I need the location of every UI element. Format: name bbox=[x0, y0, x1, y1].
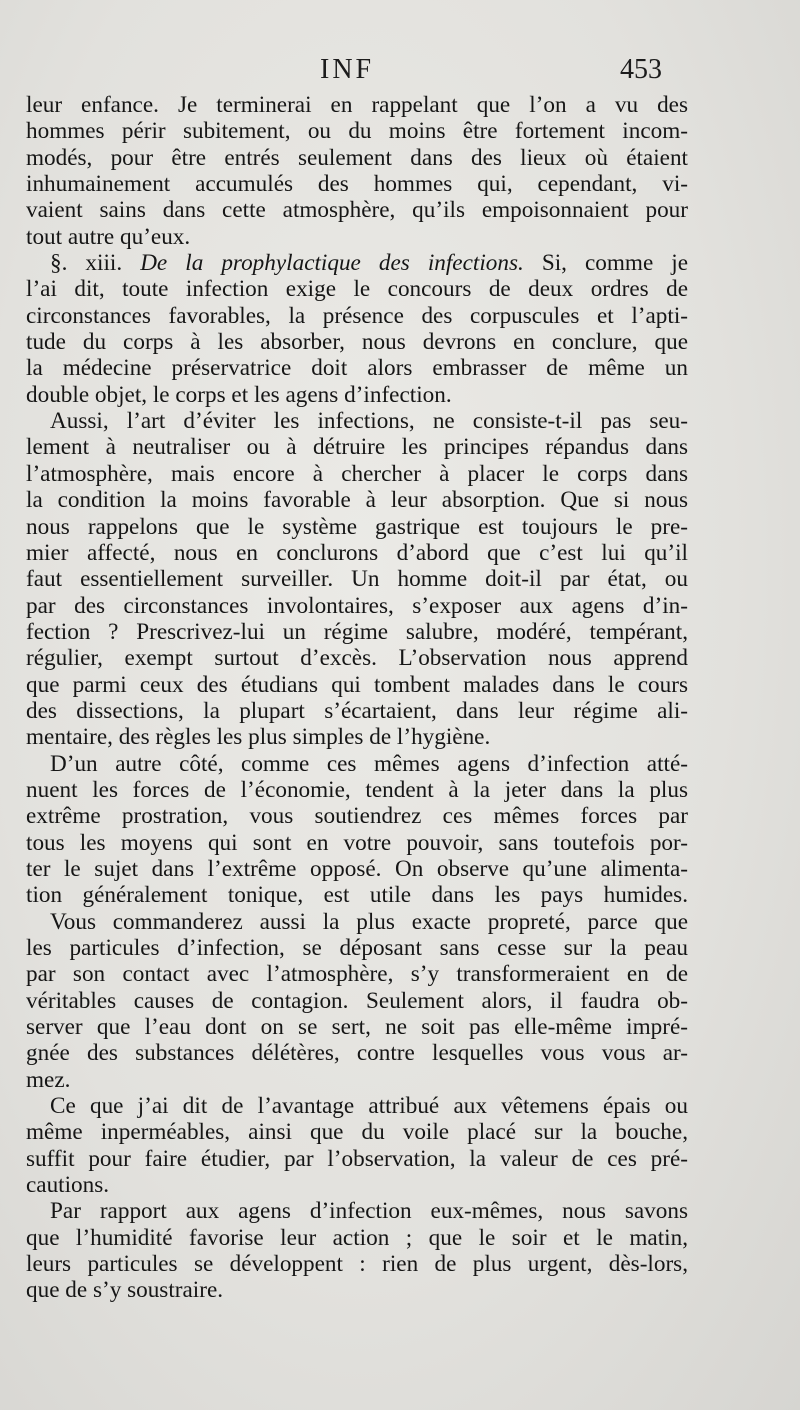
text-line: Aussi, l’art d’éviter les infections, ne consiste-t-il pas seu- bbox=[50, 408, 688, 435]
text-line: l’ai dit, toute infection exige le concours de deux ordres de bbox=[26, 276, 688, 303]
text-line: des dissections, la plupart s’écartaient, dans leur régime ali- bbox=[26, 697, 688, 724]
text-line: que parmi ceux des étudians qui tombent malades dans le cours bbox=[26, 671, 688, 698]
text-line: tous les moyens qui sont en votre pouvoir, sans toutefois por- bbox=[26, 829, 688, 856]
text-line: vaient sains dans cette atmosphère, qu’ils empoisonnaient pour bbox=[26, 197, 688, 224]
text-line: leur enfance. Je terminerai en rappelant que l’on a vu des bbox=[26, 92, 688, 118]
text-line: que l’humidité favorise leur action ; que le soir et le matin, bbox=[26, 1224, 688, 1251]
text-line: mentaire, des règles les plus simples de l’hygiène. bbox=[26, 724, 491, 751]
text-line: circonstances favorables, la présence des corpuscules et l’apti- bbox=[26, 302, 688, 329]
text-line: lement à neutraliser ou à détruire les principes répandus dans bbox=[26, 434, 688, 461]
text-line: nuent les forces de l’économie, tendent à la jeter dans la plus bbox=[26, 776, 688, 803]
text-line: la condition la moins favorable à leur absorption. Que si nous bbox=[26, 487, 688, 514]
text-line: tion généralement tonique, est utile dans les pays humides. bbox=[26, 882, 688, 909]
text-line: régulier, exempt surtout d’excès. L’observation nous apprend bbox=[26, 645, 688, 672]
text-line: double objet, le corps et les agens d’infection. bbox=[26, 381, 452, 408]
text-line: par des circonstances involontaires, s’exposer aux agens d’in- bbox=[26, 592, 688, 619]
text-line: extrême prostration, vous soutiendrez ces mêmes forces par bbox=[26, 803, 688, 830]
text-line: par son contact avec l’atmosphère, s’y transformeraient en de bbox=[26, 961, 688, 988]
text-line: l’atmosphère, mais encore à chercher à placer le corps dans bbox=[26, 460, 688, 487]
body-text bbox=[26, 92, 688, 1304]
text-line: suffit pour faire étudier, par l’observation, la valeur de ces pré- bbox=[26, 1145, 688, 1172]
section-mark: §. xiii. bbox=[50, 250, 141, 277]
text-line: nous rappelons que le système gastrique est toujours le pre- bbox=[26, 513, 688, 540]
running-head: INF bbox=[320, 54, 375, 85]
text-line: gnée des substances délétères, contre lesquelles vous vous ar- bbox=[26, 1040, 688, 1067]
text-line: même inperméables, ainsi que du voile placé sur la bouche, bbox=[26, 1119, 688, 1146]
text-line: inhumainement accumulés des hommes qui, cependant, vi- bbox=[26, 171, 688, 198]
text-line: server que l’eau dont on se sert, ne soit pas elle-même impré- bbox=[26, 1014, 688, 1041]
text-line: fection ? Prescrivez-lui un régime salubre, modéré, tempérant, bbox=[26, 618, 688, 645]
page-number: 453 bbox=[620, 54, 662, 85]
text-line: leurs particules se développent : rien de plus urgent, dès-lors, bbox=[26, 1251, 688, 1278]
text-line: que de s’y soustraire. bbox=[26, 1277, 224, 1304]
text-line: ter le sujet dans l’extrême opposé. On observe qu’une alimenta- bbox=[26, 855, 688, 882]
text-line: faut essentiellement surveiller. Un homme doit-il par état, ou bbox=[26, 566, 688, 593]
text-line: mier affecté, nous en conclurons d’abord que c’est lui qu’il bbox=[26, 539, 688, 566]
text-line: Par rapport aux agens d’infection eux-mêmes, nous savons bbox=[50, 1198, 688, 1225]
text-line: D’un autre côté, comme ces mêmes agens d’infection atté- bbox=[50, 750, 688, 777]
text-line bbox=[26, 250, 688, 276]
text-line: tout autre qu’eux. bbox=[26, 223, 191, 250]
text-line: les particules d’infection, se déposant sans cesse sur la peau bbox=[26, 935, 688, 961]
text-line: véritables causes de contagion. Seulement alors, il faudra ob- bbox=[26, 987, 688, 1014]
text-line: Ce que j’ai dit de l’avantage attribué aux vêtemens épais ou bbox=[50, 1093, 688, 1120]
text-line: Vous commanderez aussi la plus exacte propreté, parce que bbox=[50, 908, 688, 935]
page-header bbox=[0, 52, 800, 92]
text-line: mez. bbox=[26, 1066, 71, 1093]
section-first-words: Si, comme je bbox=[523, 250, 688, 277]
section-title: De la prophylactique des infections. bbox=[140, 250, 524, 277]
text-line: tude du corps à les absorber, nous devrons en conclure, que bbox=[26, 329, 688, 356]
text-line: cautions. bbox=[26, 1172, 110, 1199]
text-line: hommes périr subitement, ou du moins être fortement incom- bbox=[26, 118, 688, 145]
text-line: modés, pour être entrés seulement dans des lieux où étaient bbox=[26, 144, 688, 171]
text-line: la médecine préservatrice doit alors embrasser de même un bbox=[26, 355, 688, 382]
